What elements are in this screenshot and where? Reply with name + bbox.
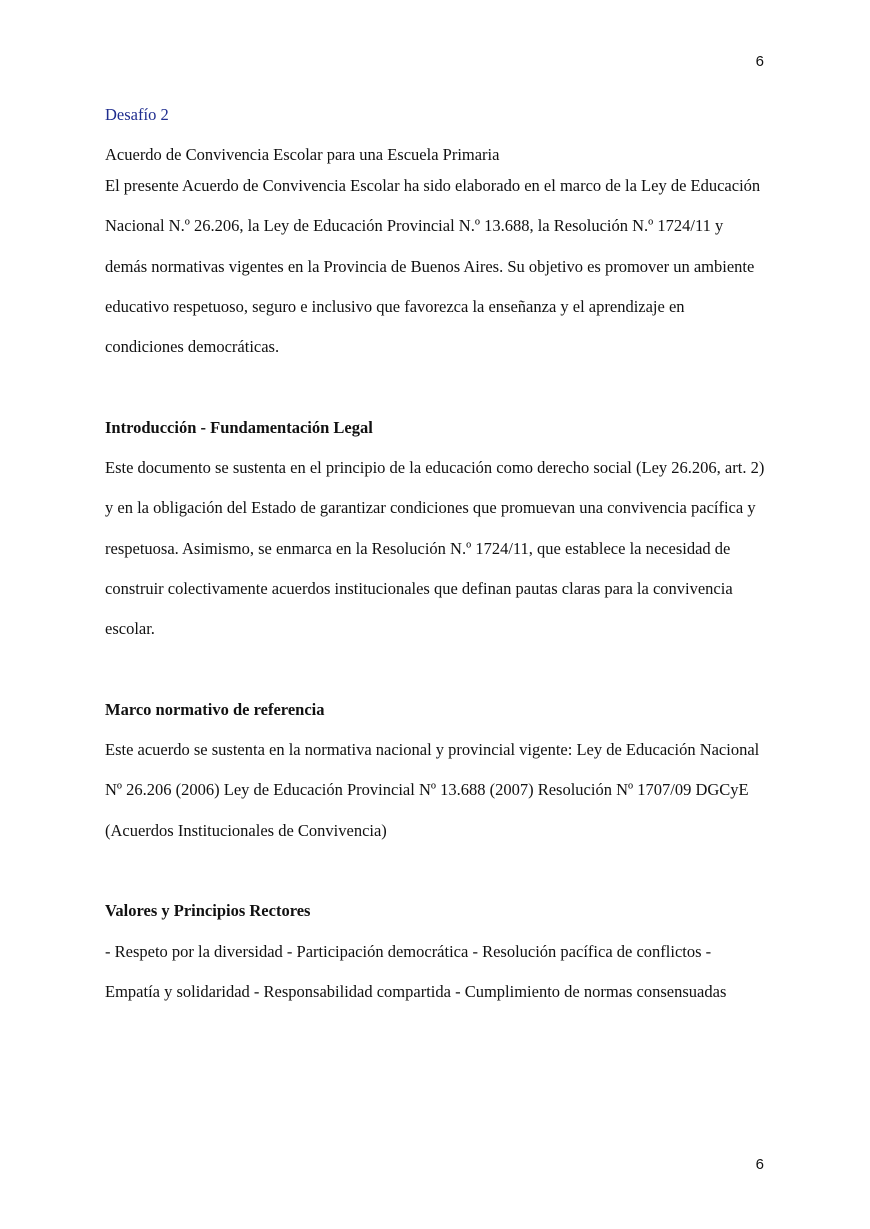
section-paragraph-valores: - Respeto por la diversidad - Participación democrática - Resolución pacífica de conflictos - Empatía y solidaridad - Responsabilidad compartida - Cumplimiento de normas consensuadas <box>105 941 727 1001</box>
section-spacer <box>105 367 765 407</box>
section-heading-marco-normativo: Marco normativo de referencia <box>105 699 325 719</box>
page-number-bottom: 6 <box>755 1156 764 1173</box>
page-number-top: 6 <box>755 53 764 70</box>
section-paragraph-marco-normativo: Este acuerdo se sustenta en la normativa nacional y provincial vigente: Ley de Educación Nacional Nº 26.206 (2006) Ley de Educación Provincial Nº 13.688 (2007) Resolución Nº 1707/09 DGCyE (Acuerdos Institucionales de Convivencia) <box>105 740 760 840</box>
section-label: Desafío 2 <box>105 105 169 124</box>
section-spacer <box>105 851 765 891</box>
section-paragraph-fundamentacion: Este documento se sustenta en el principio de la educación como derecho social (Ley 26.206, art. 2) y en la obligación del Estado de garantizar condiciones que promuevan una convivencia pacífica y respetuosa. Asimismo, se enmarca en la Resolución N.º 1724/11, que establece la necesidad de construir colectivamente acuerdos institucionales que definan pautas claras para la convivencia escolar. <box>105 458 765 639</box>
document-body <box>105 104 765 1012</box>
document-title: Acuerdo de Convivencia Escolar para una Escuela Primaria <box>105 145 500 164</box>
section-spacer <box>105 650 765 690</box>
section-heading-fundamentacion: Introducción - Fundamentación Legal <box>105 417 373 437</box>
section-heading-valores: Valores y Principios Rectores <box>105 901 311 921</box>
intro-paragraph: El presente Acuerdo de Convivencia Escolar ha sido elaborado en el marco de la Ley de Educación Nacional N.º 26.206, la Ley de Educación Provincial N.º 13.688, la Resolución N.º 1724/11 y demás normativas vigentes en la Provincia de Buenos Aires. Su objetivo es promover un ambiente educativo respetuoso, seguro e inclusivo que favorezca la enseñanza y el aprendizaje en condiciones democráticas. <box>105 176 761 357</box>
